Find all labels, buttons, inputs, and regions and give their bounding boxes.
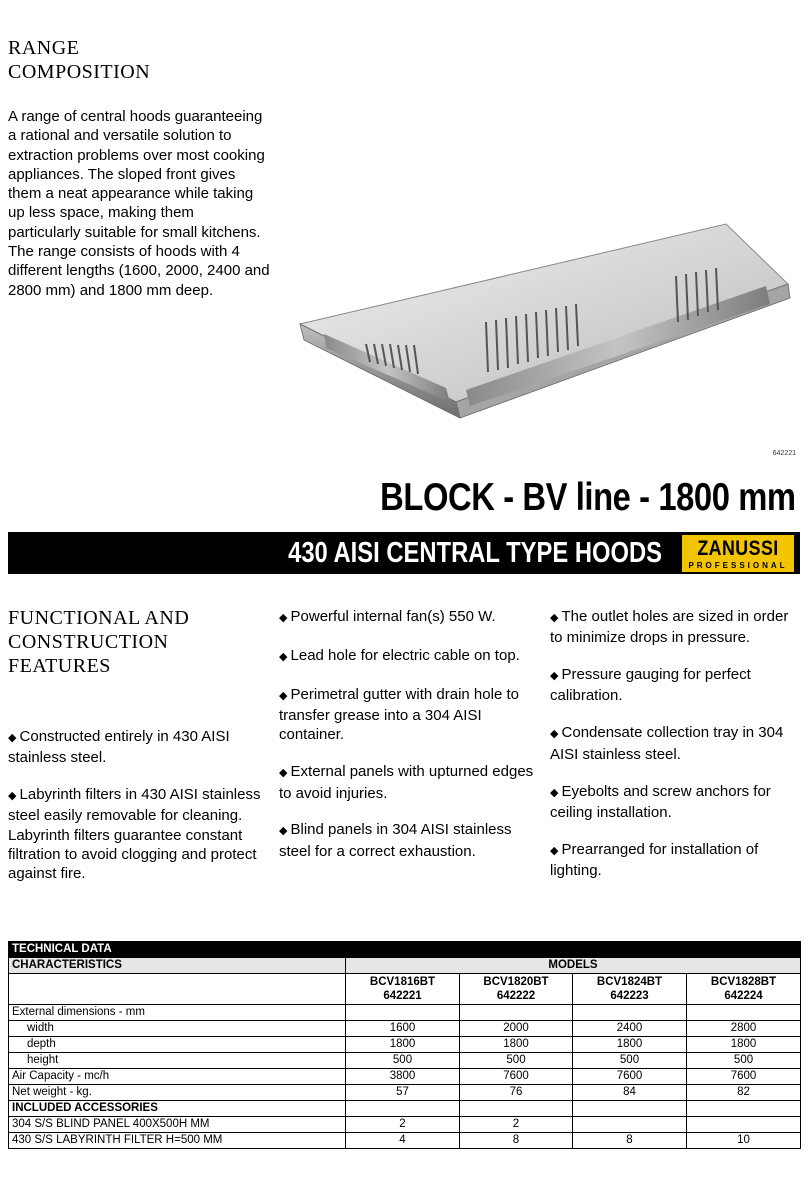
feature-item: ◆ The outlet holes are sized in order to minimize drops in pressure. [550,607,802,648]
technical-data-table [8,941,801,1149]
zanussi-logo [682,535,794,572]
range-description: A range of central hoods guaranteeing a rational and versatile solution to extraction problems over most cooking appliances. The sloped front gives them a neat appearance while taking up less space, making them particularly suitable for small kitchens. The range consists of hoods with 4 different lengths (1600, 2000, 2400 and 2800 mm) and 1800 mm deep. [8,108,270,299]
brand-name: ZANUSSI [697,537,779,560]
table-row: 304 S/S BLIND PANEL 400X500H MM 2 2 [9,1117,801,1133]
feature-item: ◆ Labyrinth filters in 430 AISI stainless steel easily removable for cleaning. Labyrinth filters guarantee constant filtration to avoid clogging and protect against fire. [8,785,270,883]
table-row: height 500 500 500 500 [9,1053,801,1069]
image-code: 642221 [772,450,796,457]
table-row: depth 1800 1800 1800 1800 [9,1037,801,1053]
title-bar [8,532,800,574]
feature-item: ◆ Blind panels in 304 AISI stainless steel for a correct exhaustion. [279,820,541,861]
range-heading: RANGE COMPOSITION [8,37,151,83]
feature-item: ◆ Condensate collection tray in 304 AISI stainless steel. [550,723,802,764]
model-cell: BCV1816BT 642221 [346,974,460,1005]
table-row: Net weight - kg. 57 76 84 82 [9,1085,801,1101]
bar-title: 430 AISI CENTRAL TYPE HOODS [288,537,662,569]
feature-item: ◆ Powerful internal fan(s) 550 W. [279,607,541,628]
feature-item: ◆ Lead hole for electric cable on top. [279,646,541,667]
feature-item: ◆ Eyebolts and screw anchors for ceiling installation. [550,782,802,823]
ext-dims-label: External dimensions - mm [9,1005,346,1021]
model-cell: BCV1828BT 642224 [687,974,801,1005]
features-heading: FUNCTIONAL AND CONSTRUCTION FEATURES [8,607,190,677]
features-column-3 [550,607,802,898]
features-column-1 [8,727,270,901]
accessories-header: INCLUDED ACCESSORIES [9,1101,346,1117]
feature-item: ◆ Perimetral gutter with drain hole to transfer grease into a 304 AISI container. [279,685,541,745]
model-label-cell [9,974,346,1005]
characteristics-header: CHARACTERISTICS [9,958,346,974]
hood-illustration [296,212,808,452]
model-cell: BCV1824BT 642223 [573,974,687,1005]
feature-item: ◆ Pressure gauging for perfect calibration. [550,665,802,706]
model-cell: BCV1820BT 642222 [460,974,573,1005]
features-column-2 [279,607,541,879]
table-row: width 1600 2000 2400 2800 [9,1021,801,1037]
table-row: Air Capacity - mc/h 3800 7600 7600 7600 [9,1069,801,1085]
table-header: TECHNICAL DATA [9,942,801,958]
table-row: 430 S/S LABYRINTH FILTER H=500 MM 4 8 8 10 [9,1133,801,1149]
models-header: MODELS [346,958,801,974]
feature-item: ◆ External panels with upturned edges to avoid injuries. [279,762,541,803]
feature-item: ◆ Prearranged for installation of lighting. [550,840,802,881]
accessories-row [9,1101,801,1117]
page-title: BLOCK - BV line - 1800 mm [380,476,796,519]
brand-sub: PROFESSIONAL [688,561,788,570]
hood-product-image [296,212,808,452]
feature-item: ◆ Constructed entirely in 430 AISI stainless steel. [8,727,270,768]
